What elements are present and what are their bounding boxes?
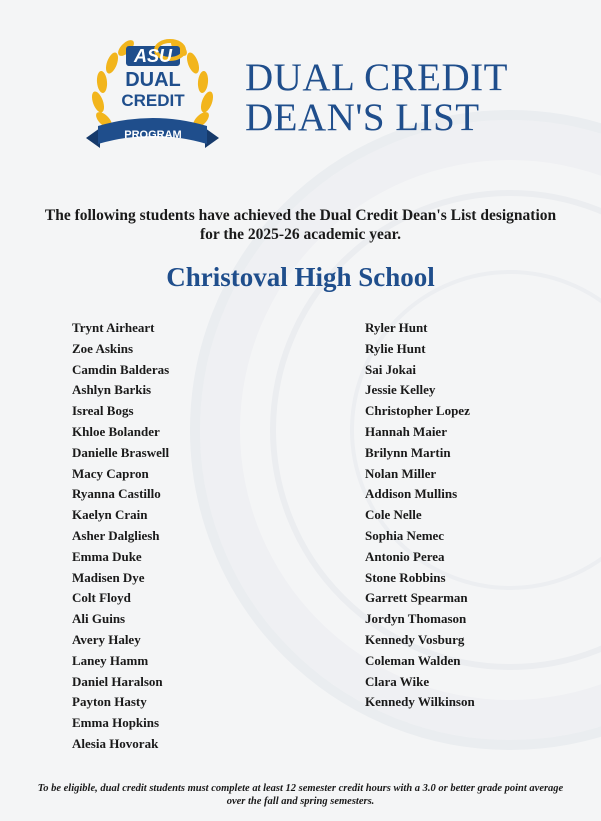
student-name: Coleman Walden — [365, 652, 461, 668]
student-name: Colt Floyd — [72, 590, 131, 606]
student-name: Kennedy Wilkinson — [365, 694, 475, 710]
student-name: Isreal Bogs — [72, 403, 134, 419]
student-name: Ryler Hunt — [365, 320, 428, 335]
eligibility-footnote — [0, 782, 601, 808]
student-name: Antonio Perea — [365, 548, 445, 564]
intro-text: The following students have achieved the Dual Credit Dean's List designation for the 2025-26 academic year. — [44, 207, 557, 243]
student-name: Rylie Hunt — [365, 340, 426, 356]
student-name: Nolan Miller — [365, 465, 437, 481]
student-name: Kennedy Vosburg — [365, 631, 465, 647]
student-name: Christopher Lopez — [365, 403, 470, 419]
student-name: Ali Guins — [72, 611, 126, 627]
student-name: Danielle Braswell — [72, 444, 170, 460]
student-name: Khloe Bolander — [72, 423, 160, 439]
student-name: Ryanna Castillo — [72, 486, 161, 502]
student-name: Addison Mullins — [365, 486, 458, 502]
school-heading: Christoval High School — [166, 262, 435, 292]
student-name: Macy Capron — [72, 465, 149, 481]
page-title — [245, 58, 508, 138]
student-name: Stone Robbins — [365, 569, 446, 585]
student-name: Brilynn Martin — [365, 444, 451, 460]
footnote-line-2: over the fall and spring semesters. — [226, 796, 375, 807]
student-name: Clara Wike — [365, 673, 430, 689]
title-line-2: DEAN'S LIST — [245, 96, 480, 139]
student-name: Jessie Kelley — [365, 382, 436, 398]
student-name: Emma Duke — [72, 548, 142, 564]
student-name: Kaelyn Crain — [72, 507, 148, 523]
student-list-right — [365, 318, 475, 713]
student-name: Sophia Nemec — [365, 527, 445, 543]
student-name: Hannah Maier — [365, 423, 447, 439]
student-name: Asher Dalgliesh — [72, 527, 160, 543]
title-line-1: DUAL CREDIT — [245, 56, 508, 99]
student-name: Laney Hamm — [72, 652, 149, 668]
student-name: Ashlyn Barkis — [72, 382, 152, 398]
footnote-line-1: To be eligible, dual credit students must complete at least 12 semester credit hours with a 3.0 or better grade point average — [37, 783, 564, 794]
student-list-left — [72, 318, 169, 755]
logo-credit-text: CREDIT — [121, 91, 185, 110]
logo-asu-text: ASU — [133, 46, 173, 66]
student-name: Cole Nelle — [365, 507, 422, 523]
student-name: Camdin Balderas — [72, 361, 170, 377]
student-name: Jordyn Thomason — [365, 611, 467, 627]
student-name: Emma Hopkins — [72, 715, 160, 731]
student-name: Daniel Haralson — [72, 673, 163, 689]
logo-ribbon-text: PROGRAM — [124, 129, 182, 141]
student-name: Payton Hasty — [72, 694, 147, 710]
student-name: Zoe Askins — [72, 340, 134, 356]
student-name: Trynt Airheart — [72, 320, 155, 335]
student-name: Garrett Spearman — [365, 590, 468, 606]
logo-dual-text: DUAL — [125, 69, 181, 91]
student-name: Madisen Dye — [72, 569, 145, 585]
student-name: Avery Haley — [72, 631, 141, 647]
asu-dual-credit-logo — [80, 30, 225, 160]
student-name: Sai Jokai — [365, 361, 416, 377]
student-name: Alesia Hovorak — [72, 735, 159, 751]
